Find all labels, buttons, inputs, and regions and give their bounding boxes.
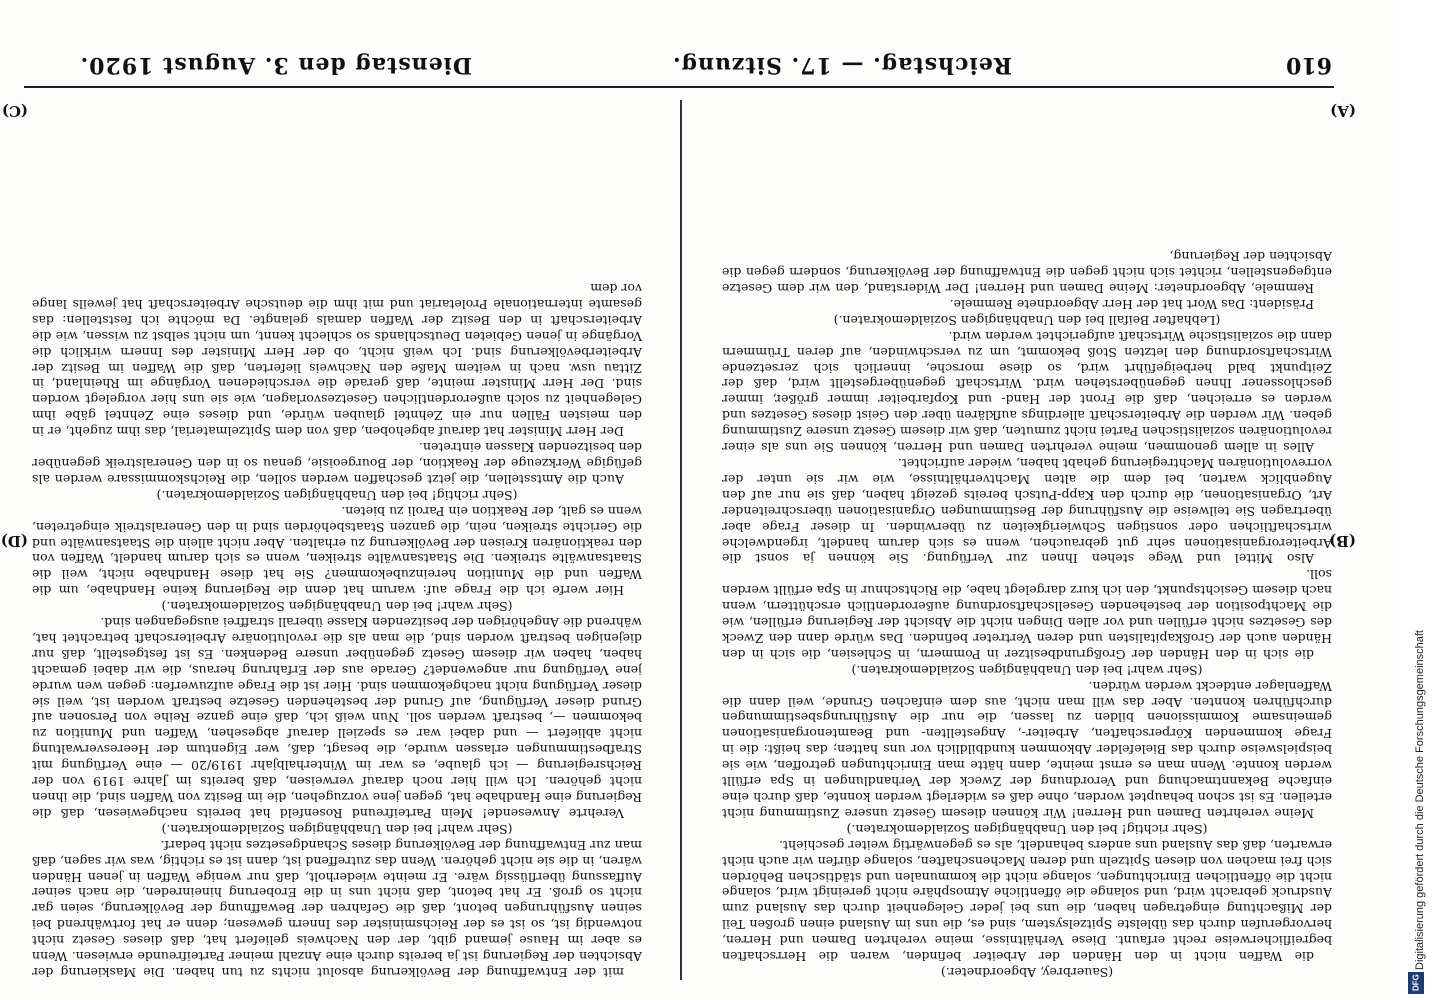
paragraph: Hier werfe ich die Frage auf: warum hat denn die Regierung keine Handhabe, um die Waffen und die Munition hereinzubekommen? Sie hat diese Handhabe nicht, weil die Staatsanwälte streiken. Die Staatsanwälte streiken, wenn es sich darum handelt, Waffen von den reaktionären Kreisen der Bevölkerung zu erhalten. Aber nicht allein die Staatsanwälte und die Gerichte streiken, nein, die ganzen Staatsbehörden sind in den Generalstreik eingetreten, wenn es galt, der Reaktion ein Paroli zu bieten. xyxy=(32,503,642,599)
paragraph: Verehrte Anwesende! Mein Parteifreund Rosenfeld hat bereits nachgewiesen, daß die Regierung eine Handhabe hat, gegen jene vorzugehen, die im Besitz von Waffen sind, die ihnen nicht gehören. Ich will hier noch darauf verweisen, daß bereits im Jahre 1919 von der Reichsregierung — ich glaube, es war im Winterhalbjahr 1919/20 — eine Verfügung mit Strafbestimmungen erlassen wurde, die besagt, daß, wer Eigentum der Heeresverwaltung nicht abliefert — und dabei war es speziell darauf abgesehen, Waffen und Munition zu bekommen —, bestraft werden soll. Nun weiß ich, daß eine ganze Reihe von Personen auf Grund dieser Verfügung, auf Grund der bestehenden Gesetze bestraft worden ist, weil sie dieser Verfügung nicht nachgekommen sind. Hier ist die Frage aufzuwerfen: gegen wen wurde jene Verfügung nur angewendet? Gerade aus der Erfahrung heraus, die wir dabei gemacht haben, haben wir diesem Gesetz gegenüber unsere Bedenken. Es ist festgestellt, daß nur diejenigen bestraft worden sind, die man als die revolutionäre Arbeiterschaft betrachtet hat, während die Angehörigen der besitzenden Klasse überall straffrei ausgegangen sind. xyxy=(32,615,642,821)
interjection: (Sehr wahr! bei den Unabhängigen Sozialdemokraten.) xyxy=(851,662,1203,678)
page-header xyxy=(32,38,1332,78)
paragraph: Der Herr Minister hat darauf abgehoben, daß von dem Spitzelmaterial, das ihm zugeht, er in den meisten Fällen nur ein Zehntel glauben würde, und dieses eine Zehntel gäbe ihm Gelegenheit zu solch außerordentlichen Gesetzesvorlagen, wie sie uns hier vorgelegt worden sind. Der Herr Minister meinte, daß gerade die verschiedenen Vorgänge im Rheinland, in Zittau usw. nach in weitem Maße den Nachweis lieferten, daß die Waffen im Besitz der Arbeiterbevölkerung sind. Ich weiß nicht, ob der Herr Minister des Innern wirklich die Vorgänge in jenen Gebieten Deutschlands so schlecht kennt, um nicht selbst zu wissen, wie die Arbeiterschaft in den Besitz der Waffen damals gelangte. Da möchte ich feststellen: das gesamte internationale Proletariat und mit ihm die deutsche Arbeiterschaft hat jeweils lange vor dem xyxy=(32,281,642,440)
paragraph: Präsident: Das Wort hat der Herr Abgeordnete Remmele. xyxy=(949,296,1314,312)
margin-mark-b: (B) xyxy=(1329,532,1356,550)
paragraph: die Waffen nicht in den Händen der Arbeiter befinden, waren die Herrschaften begreiflicherweise recht erfaunt. Diese Verhältnisse, meine verehrten Damen und Herren, hervorgerufen durch das üblelste Spitzelsystem, sind es, die uns im Ausland einen großen Teil der Mißachtung eingetragen haben, die uns bei jeder Gelegenheit durch das Ausland zum Ausdruck gebracht wird, und solange die öffentliche Atmosphäre nicht gereinigt wird, solange nicht die öffentlichen Einrichtungen, solange nicht die kommunalen und städtischen Behörden sich frei machen von diesen Spitzeln und deren Machenschaften, solange dürfen wir auch nicht erwarten, daß das Ausland uns anders behandelt, als es gegenwärtig weiter geschieht. xyxy=(722,837,1332,965)
interjection: (Sehr wahr! bei den Unabhängigen Sozialdemokraten.) xyxy=(161,599,513,615)
paragraph: Remmele, Abgeordneter: Meine Damen und Herren! Der Widerstand, den wir dem Gesetze entgegenstellen, richtet sich nicht gegen die Entwaffnung der Bevölkerung, sondern gegen die Absichten der Regierung, xyxy=(722,249,1332,297)
interjection: (Lebhafter Beifall bei den Unabhängigen Sozialdemokraten.) xyxy=(833,312,1221,328)
header-rule xyxy=(24,86,1334,88)
paragraph: Also Mittel und Wege stehen Ihnen zur Verfügung. Sie können ja sonst die Arbeiterorganisationen sehr gut gebrauchen, wenn es sich darum handelt, irgendwelche wirtschaftlichen oder sonstigen Schwierigkeiten zu überwinden. In dieser Frage aber übertragen Sie teilweise die Ausführung der Bestimmungen Organisationen überschreitender Art, Organisationen, die durch den Kapp-Putsch bereits gezeigt haben, daß sie nur auf den Augenblick warten, bei dem die alten Machtverhältnisse, wie wir sie unter der vorrevolutionären Machtregierung gehabt haben, wieder aufrichtet. xyxy=(722,456,1332,567)
paragraph: die sich in den Händen der Großgrundbesitzer in Pommern, in Schlesien, die sich in den Händen auch der Großkapitalisten und deren Vertreter befinden. Das würde dann den Zweck des Gesetzes nicht erfüllen und vor allen Dingen nicht die Absicht der Regierung erfüllen, wie die Machtposition der bestehenden Gesellschaftsordnung außerordentlich erschüttern, wenn nach diesem Gesichtspunkt, den ich kurz dargelegt habe, die Richtschnur in Spa erfüllt werden soll. xyxy=(722,567,1332,662)
paragraph: Alles in allem genommen, meine verehrten Damen und Herren, können Sie uns als einer revolutionären sozialistischen Partei nicht zumuten, daß wir diesem Gesetz unsere Zustimmung geben. Wir werden die Arbeiterschaft allerdings aufklären über den Geist dieses Gesetzes und werden es erreichen, daß die Front der Hand- und Kopfarbeiter immer größer, immer geschlossener Ihnen gegenüberstehen wird. Wirtschaft gegenübergestellt wird, daß der Zeitpunkt bald herbeigeführt wird, so diese morsche, innerlich sich zersetzende Wirtschaftsordnung den letzten Stoß bekommt, um zu verschwinden, auf deren Trümmern dann die sozialistische Wirtschaft aufgerichtet werden wird. xyxy=(722,328,1332,456)
page-number: 610 xyxy=(1286,52,1332,78)
paragraph: Meine verehrten Damen und Herren! Wir können diesem Gesetz unsere Zustimmung nicht erteilen. Es ist schon behauptet worden, ohne daß es widerlegt werden konnte, daß durch eine einfache Bekanntmachung und Verordnung der Zweck der Verhandlungen in Spa erfüllt werden konnte. Wenn man es ernst meinte, dann hätte man Einrichtungen getroffen, wie sie beispielsweise durch das Bielefelder Abkommen kundbildlich vor uns hatten; das heißt: die in Frage kommenden Körperschaften, Arbeiter-, Angestellten- und Beamtenorganisationen gemeinsame Kommissionen bilden zu lassen, die nur die Ausführungsbestimmungen durchführen konnten. Aber das will man nicht, aus dem einfachen Grunde, weil dann die Waffenlager entdeckt werden würden. xyxy=(722,678,1332,821)
column-divider xyxy=(680,100,682,980)
session-title: Reichstag. — 17. Sitzung. xyxy=(671,52,1012,78)
margin-mark-a: (A) xyxy=(1330,102,1356,120)
right-column xyxy=(32,100,642,980)
interjection: (Sehr wahr! bei den Unabhängigen Sozialdemokraten.) xyxy=(161,821,513,837)
left-column xyxy=(722,100,1332,980)
dfg-logo: DFG xyxy=(1408,972,1424,994)
interjection: (Sehr richtig! bei den Unabhängigen Sozialdemokraten.) xyxy=(846,821,1208,837)
paragraph: (Sauerbrey, Abgeordneter.) xyxy=(940,965,1114,980)
margin-mark-c: (C) xyxy=(1,102,28,120)
paragraph: mit der Entwaffnung der Bevölkerung absolut nichts zu tun haben. Die Maskierung der Absichten der Regierung ist ja bereits durch eine Anzahl meiner Parteifreunde erwiesen. Wenn es aber im Hause jemand gibt, der den Nachweis geliefert hat, daß dieses Gesetz nicht notwendig ist, so ist es der Reichsminister des Innern gewesen; denn er hat fortwährend bei seinen Ausführungen betont, daß die Gefahren der Bewaffnung der Bevölkerung, seien gar nicht so groß. Er hat betont, daß nicht uns in die Eroberung hineinreden, die nach seiner Auffassung überflüssig wäre. Er meinte wiederholt, daß nur wenige Waffen in jenen Händen wären, in die sie nicht gehören. Wenn das zutreffend ist, dann ist es richtig, was wir sagen, daß man zur Entwaffnung der Bevölkerung dieses Schandgesetzes nicht bedarf. xyxy=(32,837,642,980)
interjection: (Sehr richtig! bei den Unabhängigen Sozialdemokraten.) xyxy=(156,487,518,503)
digitization-note: Digitalisierung gefördert durch die Deutsche Forschungsgemeinschaft xyxy=(1414,630,1426,970)
date-line: Dienstag den 3. August 1920. xyxy=(79,52,472,78)
margin-mark-d: (D) xyxy=(0,532,28,550)
paragraph: Auch die Amtsstellen, die jetzt geschaffen werden sollen, die Reichskommissare werden als gefügige Werkzeuge der Reaktion, der Bourgeoisie, genau so in den Generalstreik gegenüber den besitzenden Klassen eintreten. xyxy=(32,440,642,487)
digitization-footer xyxy=(1404,0,1430,1000)
